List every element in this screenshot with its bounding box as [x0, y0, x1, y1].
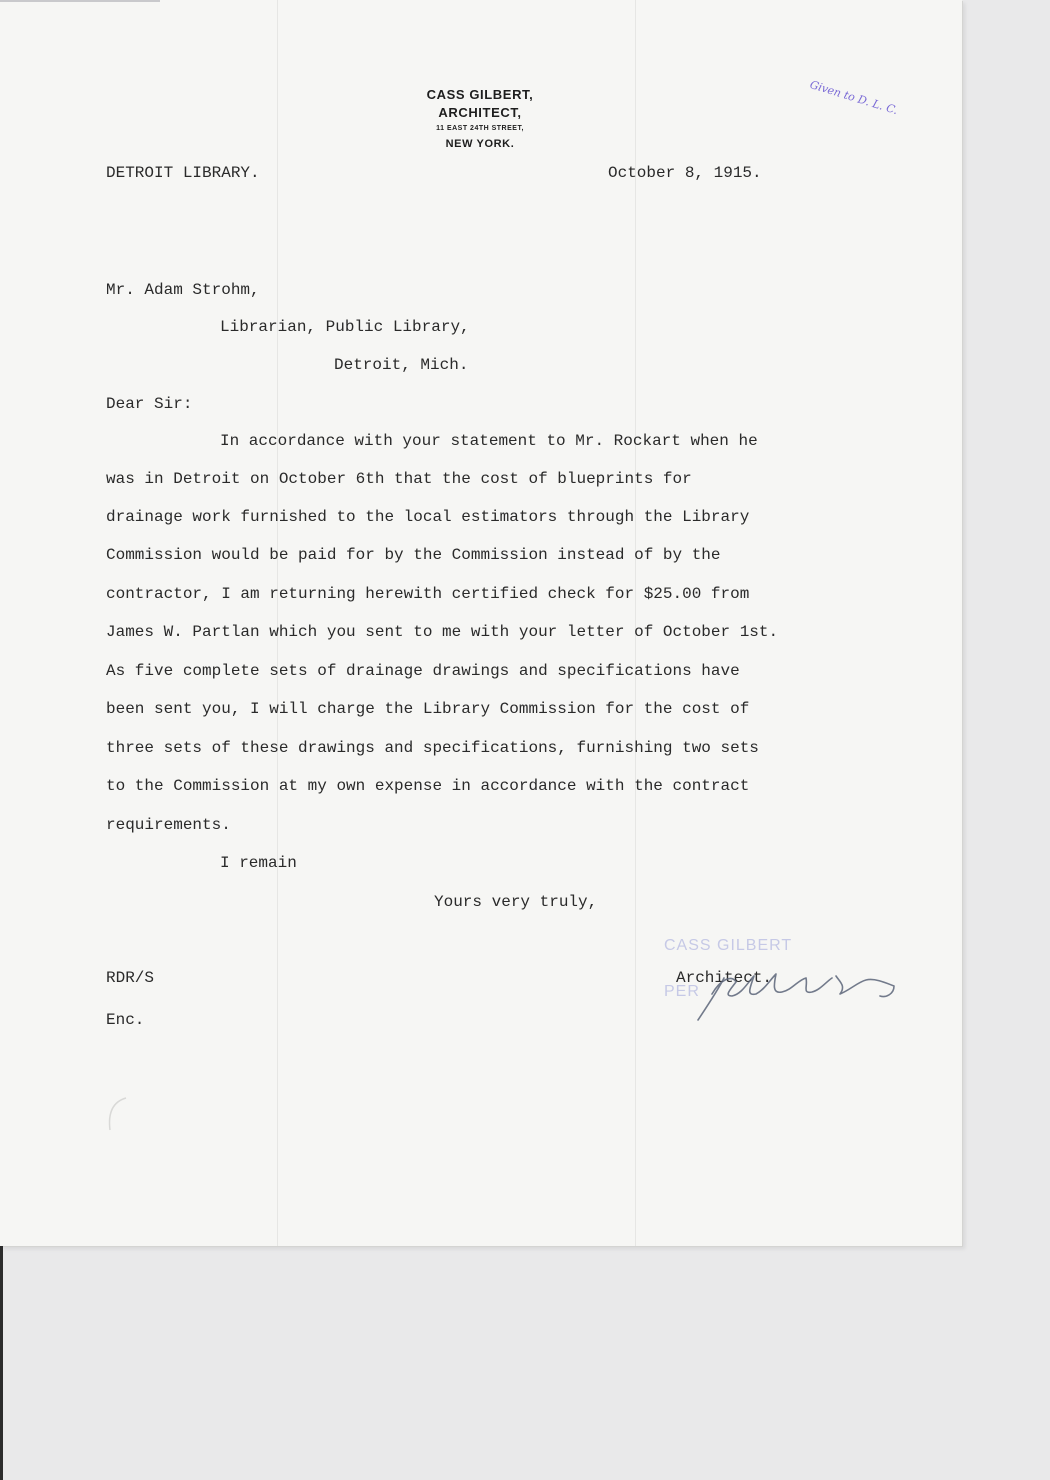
- body-line: In accordance with your statement to Mr. Rockart when he: [220, 432, 758, 450]
- body-line: to the Commission at my own expense in accordance with the contract: [106, 777, 750, 795]
- recipient-city: Detroit, Mich.: [334, 356, 469, 374]
- letterhead: [380, 86, 580, 152]
- typist-initials: RDR/S: [106, 969, 155, 987]
- letterhead-name: CASS GILBERT,: [426, 87, 534, 102]
- recipient-title: Librarian, Public Library,: [220, 318, 470, 336]
- letterhead-street: 11 EAST 24TH STREET,: [436, 125, 524, 132]
- enclosure-note: Enc.: [106, 1011, 145, 1029]
- body-line: was in Detroit on October 6th that the cost of blueprints for: [106, 470, 692, 488]
- scan-edge-shadow: [0, 1246, 3, 1480]
- body-line: been sent you, I will charge the Library Commission for the cost of: [106, 700, 750, 718]
- recipient-name: Mr. Adam Strohm,: [106, 281, 260, 299]
- body-line: contractor, I am returning herewith certified check for $25.00 from: [106, 585, 750, 603]
- scan-edge: [0, 0, 160, 2]
- paper-mark-icon: [104, 1096, 134, 1136]
- subject-line: DETROIT LIBRARY.: [106, 164, 260, 182]
- signature-icon: [690, 960, 905, 1030]
- signature-title: Architect.: [676, 969, 773, 987]
- body-line: drainage work furnished to the local estimators through the Library: [106, 508, 750, 526]
- body-line: three sets of these drawings and specifications, furnishing two sets: [106, 739, 759, 757]
- letter-date: October 8, 1915.: [608, 164, 762, 182]
- body-line: As five complete sets of drainage drawings and specifications have: [106, 662, 740, 680]
- closing-remain: I remain: [220, 854, 297, 872]
- body-line: Commission would be paid for by the Commission instead of by the: [106, 546, 721, 564]
- letterhead-city: NEW YORK.: [445, 138, 515, 150]
- firm-stamp: CASS GILBERT: [664, 937, 793, 954]
- closing-salutation: Yours very truly,: [434, 893, 598, 911]
- body-line: James W. Partlan which you sent to me with your letter of October 1st.: [106, 623, 779, 641]
- salutation: Dear Sir:: [106, 395, 193, 413]
- body-line: requirements.: [106, 816, 231, 834]
- handwritten-annotation: Given to D. L. C.: [808, 78, 900, 118]
- letterhead-profession: ARCHITECT,: [438, 105, 522, 120]
- firm-stamp-per: PER: [664, 983, 700, 1000]
